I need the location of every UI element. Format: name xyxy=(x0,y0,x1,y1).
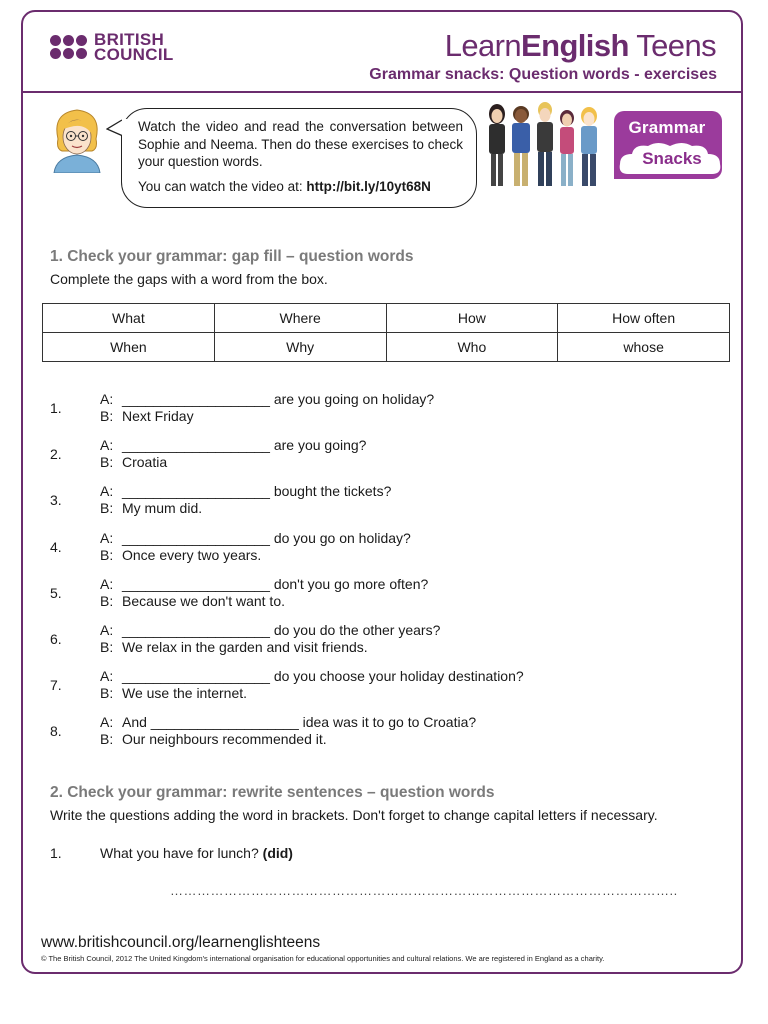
question-number: 7. xyxy=(50,677,62,693)
question-a-text[interactable]: ___________________ bought the tickets? xyxy=(122,483,392,499)
question-a-text[interactable]: ___________________ do you choose your holiday destination? xyxy=(122,668,524,684)
speaker-b-label: B: xyxy=(100,408,114,424)
speaker-a-label: A: xyxy=(100,530,114,546)
question-a-text[interactable]: ___________________ don't you go more often? xyxy=(122,576,429,592)
speaker-a-label: A: xyxy=(100,668,114,684)
question-b-text: We use the internet. xyxy=(122,685,248,701)
brand-english: English xyxy=(521,28,629,63)
video-link[interactable]: http://bit.ly/10yt68N xyxy=(306,178,431,194)
speaker-b-label: B: xyxy=(100,500,114,516)
section2-instruction: Write the questions adding the word in brackets. Don't forget to change capital letters if necessary. xyxy=(50,807,658,823)
word-box-cell: Who xyxy=(386,333,558,362)
logo-text-line1: BRITISH xyxy=(94,30,165,49)
word-box-cell: How often xyxy=(558,304,730,333)
question-b-text: Because we don't want to. xyxy=(122,593,285,609)
speaker-a-label: A: xyxy=(100,714,114,730)
speaker-b-label: B: xyxy=(100,639,114,655)
logo-text-line2: COUNCIL xyxy=(94,45,174,64)
section1-instruction: Complete the gaps with a word from the box. xyxy=(50,271,328,287)
rewrite-item-number: 1. xyxy=(50,845,62,861)
rewrite-item-text: What you have for lunch? xyxy=(100,845,263,861)
badge-snacks-label: Snacks xyxy=(642,149,702,168)
footer-copyright: © The British Council, 2012 The United Kingdom's international organisation for educational opportunities and cultural relations. We are registered in England as a charity. xyxy=(41,954,605,963)
question-b-text: Our neighbours recommended it. xyxy=(122,731,327,747)
learnenglish-teens-logo xyxy=(445,28,716,64)
word-box-cell: What xyxy=(43,304,215,333)
speaker-b-label: B: xyxy=(100,454,114,470)
speaker-b-label: B: xyxy=(100,547,114,563)
header-divider xyxy=(22,91,743,93)
word-box-cell: How xyxy=(386,304,558,333)
word-box-cell: When xyxy=(43,333,215,362)
question-a-text[interactable]: ___________________ are you going on holiday? xyxy=(122,391,435,407)
word-box-row xyxy=(43,304,730,333)
video-prefix: You can watch the video at: xyxy=(138,178,307,194)
word-box xyxy=(42,303,730,362)
rewrite-item-word: (did) xyxy=(262,845,293,861)
characters-illustration xyxy=(485,100,625,192)
word-box-cell: Where xyxy=(214,304,386,333)
british-council-logo xyxy=(50,32,174,62)
question-number: 3. xyxy=(50,492,62,508)
word-box-row xyxy=(43,333,730,362)
question-number: 5. xyxy=(50,585,62,601)
footer-url[interactable]: www.britishcouncil.org/learnenglishteens xyxy=(41,934,321,951)
speech-bubble-tail xyxy=(106,118,128,140)
question-number: 2. xyxy=(50,446,62,462)
answer-line[interactable]: ………………………………………………………………………………………………….. xyxy=(170,883,678,898)
speaker-a-label: A: xyxy=(100,391,114,407)
section1-title: 1. Check your grammar: gap fill – question words xyxy=(50,248,414,265)
badge-grammar-label: Grammar xyxy=(628,118,706,137)
speaker-a-label: A: xyxy=(100,576,114,592)
speaker-b-label: B: xyxy=(100,593,114,609)
question-b-text: Once every two years. xyxy=(122,547,262,563)
rewrite-item xyxy=(50,845,293,861)
speaker-a-label: A: xyxy=(100,437,114,453)
speaker-b-label: B: xyxy=(100,731,114,747)
brand-learn: Learn xyxy=(444,28,522,63)
question-a-text[interactable]: ___________________ do you go on holiday? xyxy=(122,530,411,546)
question-number: 1. xyxy=(50,400,62,416)
worksheet-title: Grammar snacks: Question words - exercises xyxy=(369,66,717,83)
question-number: 4. xyxy=(50,539,62,555)
speaker-a-label: A: xyxy=(100,483,114,499)
british-council-dots-icon xyxy=(50,35,87,59)
question-b-text: My mum did. xyxy=(122,500,203,516)
word-box-cell: whose xyxy=(558,333,730,362)
intro-text-block xyxy=(138,118,463,195)
intro-paragraph: Watch the video and read the conversation between Sophie and Neema. Then do these exercises to check your question words. xyxy=(138,119,463,169)
question-b-text: Croatia xyxy=(122,454,168,470)
question-number: 6. xyxy=(50,631,62,647)
speaker-b-label: B: xyxy=(100,685,114,701)
speaker-a-label: A: xyxy=(100,622,114,638)
question-a-text[interactable]: ___________________ do you do the other years? xyxy=(122,622,441,638)
sophie-avatar-icon xyxy=(48,105,106,173)
section2-title: 2. Check your grammar: rewrite sentences – question words xyxy=(50,784,495,801)
question-b-text: Next Friday xyxy=(122,408,194,424)
question-a-text[interactable]: And ___________________ idea was it to go to Croatia? xyxy=(122,714,477,730)
question-a-text[interactable]: ___________________ are you going? xyxy=(122,437,367,453)
question-b-text: We relax in the garden and visit friends. xyxy=(122,639,368,655)
word-box-cell: Why xyxy=(214,333,386,362)
question-number: 8. xyxy=(50,723,62,739)
brand-teens: Teens xyxy=(628,28,716,63)
